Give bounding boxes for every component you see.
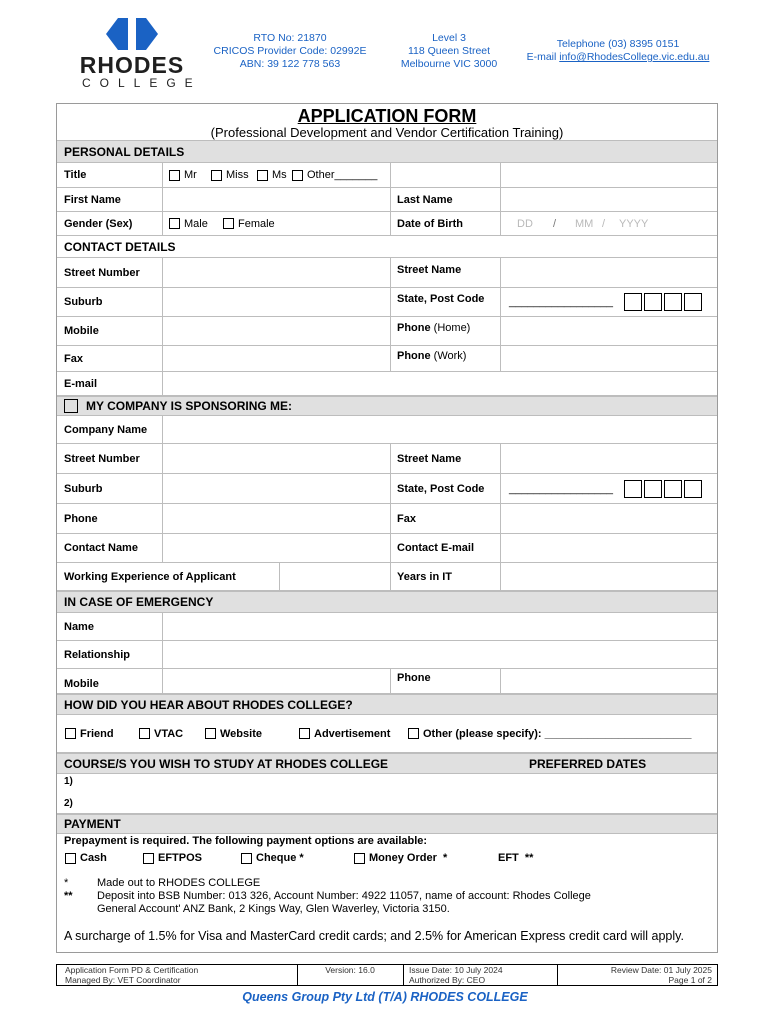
dob-separator: / [553,217,557,230]
checkbox-icon[interactable] [65,853,76,864]
checkbox-icon[interactable] [292,170,303,181]
company-street-number-label: Street Number [64,452,140,465]
dob-label: Date of Birth [397,217,463,230]
company-street-name-label: Street Name [397,452,462,465]
emergency-name-row [57,613,717,641]
surcharge-notice: A surcharge of 1.5% for Visa and MasterCard credit cards; and 2.5% for American Express credit card will apply. [64,929,684,943]
footer-page-number: Page 1 of 2 [668,975,712,985]
company-state-input[interactable]: _________________ [509,482,614,495]
emergency-mobile-label: Mobile [64,678,99,690]
emergency-mobile-row [57,669,717,694]
emergency-relationship-row [57,641,717,669]
logo-subtitle: COLLEGE [82,76,202,90]
contact-info [520,38,716,64]
title-ms-option[interactable]: Ms [257,163,287,187]
email-label: E-mail [64,377,98,390]
state-input[interactable]: _________________ [509,296,614,308]
logo-mark-icon [104,18,160,50]
courses-title: COURSE/S YOU WISH TO STUDY AT RHODES COLLEGE [64,756,389,771]
phone-home-label: Phone (Home) [397,322,471,334]
dob-year-placeholder[interactable]: YYYY [619,217,649,230]
title-mr-option[interactable]: Mr [169,163,197,187]
company-phone-label: Phone [64,512,98,525]
footer-doc-cell [65,965,295,985]
dob-month-placeholder[interactable]: MM [575,217,594,230]
company-name-row [57,416,717,444]
first-name-label: First Name [64,193,121,206]
address-level: Level 3 [432,32,466,44]
footer-authorized-by: Authorized By: CEO [409,975,486,985]
contact-fax-row [57,346,717,372]
company-fax-label: Fax [397,512,416,525]
footer-doc-name: Application Form PD & Certification [65,965,199,975]
checkbox-icon[interactable] [139,728,150,739]
state-postcode-label: State, Post Code [397,293,485,305]
postcode-boxes[interactable] [624,288,704,316]
document-control-table [56,964,718,986]
form-title: APPLICATION FORM [297,106,477,126]
hear-advertisement-option[interactable]: Advertisement [299,715,390,752]
gender-row [57,212,717,236]
checkbox-icon[interactable] [211,170,222,181]
address-city: Melbourne VIC 3000 [400,58,498,70]
address-street: 118 Queen Street [407,45,491,57]
contact-email-row [57,372,717,396]
note-2-text-b: General Account' ANZ Bank, 2 Kings Way, Glen Waverley, Victoria 3150. [97,903,450,915]
experience-label: Working Experience of Applicant [64,570,236,583]
checkbox-icon[interactable] [354,853,365,864]
company-name-label: Company Name [64,423,148,436]
rto-number: RTO No: 21870 [253,32,327,44]
checkbox-icon[interactable] [143,853,154,864]
contact-street-row [57,258,717,288]
company-suburb-row [57,474,717,504]
fax-label: Fax [64,352,83,365]
contact-suburb-row [57,288,717,317]
course-line-2[interactable]: 2) [64,798,73,809]
checkbox-icon[interactable] [223,218,234,229]
mobile-label: Mobile [64,325,99,337]
gender-label: Gender (Sex) [64,217,133,230]
emergency-heading: IN CASE OF EMERGENCY [57,591,717,613]
footer-issue-date: Issue Date: 10 July 2024 [409,965,503,975]
preferred-dates-title: PREFERRED DATES [529,756,647,771]
experience-row [57,563,717,591]
hear-vtac-option[interactable]: VTAC [139,715,183,752]
relationship-label: Relationship [64,648,131,661]
title-other-option[interactable]: Other_______ [292,163,377,187]
checkbox-icon[interactable] [257,170,268,181]
company-state-postcode-label: State, Post Code [397,482,485,495]
note-2-text-a: Deposit into BSB Number: 013 326, Account Number: 4922 11057, name of account: Rhodes College [97,890,591,902]
checkbox-icon[interactable] [299,728,310,739]
checkbox-icon[interactable] [169,170,180,181]
form-subtitle: (Professional Development and Vendor Certification Training) [210,125,564,140]
email-link[interactable]: info@RhodesCollege.vic.edu.au [559,51,710,63]
emergency-phone-label: Phone [397,672,431,684]
footer-managed-by: Managed By: VET Coordinator [65,975,181,985]
footer-review-date: Review Date: 01 July 2025 [610,965,712,975]
gender-female-option[interactable]: Female [223,212,275,235]
company-name-footer: Queens Group Pty Ltd (T/A) RHODES COLLEGE [242,990,528,1004]
courses-lines [57,774,717,814]
contact-name-label: Contact Name [64,542,138,554]
note-1-text: Made out to RHODES COLLEGE [97,877,261,889]
courses-heading [57,753,717,774]
pay-eft-option: EFT ** [498,852,534,864]
hear-about-heading: HOW DID YOU HEAR ABOUT RHODES COLLEGE? [57,694,717,715]
telephone: Telephone (03) 8395 0151 [556,38,680,50]
title-miss-option[interactable]: Miss [211,163,249,187]
email-label: E-mail [526,51,560,63]
last-name-label: Last Name [397,193,453,206]
address-info [385,32,513,71]
hear-friend-option[interactable]: Friend [65,715,114,752]
abn-number: ABN: 39 122 778 563 [239,58,341,70]
hear-other-option[interactable]: Other (please specify): ________________________ [408,715,691,752]
hear-website-option[interactable]: Website [205,715,262,752]
emergency-name-label: Name [64,620,94,633]
logo-name: RHODES [79,52,185,78]
gender-male-option[interactable]: Male [169,212,208,235]
email-line [520,51,716,64]
cricos-code: CRICOS Provider Code: 02992E [213,45,367,57]
application-form [56,103,718,953]
company-contact-row [57,534,717,563]
pay-cash-option[interactable]: Cash [65,850,107,866]
checkbox-icon[interactable] [169,218,180,229]
name-row [57,188,717,212]
footer-issue-cell [409,965,559,985]
payment-intro: Prepayment is required. The following payment options are available: [64,835,428,847]
phone-work-label: Phone (Work) [397,350,467,362]
street-number-label: Street Number [64,266,140,279]
pay-eftpos-option[interactable]: EFTPOS [143,850,202,866]
course-line-1[interactable]: 1) [64,776,73,787]
checkbox-icon[interactable] [64,399,78,413]
footer-version: Version: 16.0 [325,965,375,975]
rhodes-logo [76,18,202,90]
payment-heading: PAYMENT [57,814,717,834]
pay-money-order-option[interactable]: Money Order * [354,850,447,866]
rto-info [210,32,370,71]
personal-details-heading: PERSONAL DETAILS [57,140,717,163]
company-phone-row [57,504,717,534]
note-2-mark: ** [64,890,73,902]
company-sponsoring-heading[interactable]: MY COMPANY IS SPONSORING ME: [57,396,717,416]
suburb-label: Suburb [64,296,103,308]
street-name-label: Street Name [397,264,462,276]
hear-about-options [57,715,717,753]
contact-mobile-row [57,317,717,346]
title-row [57,163,717,188]
title-label: Title [64,169,87,181]
checkbox-icon[interactable] [65,728,76,739]
checkbox-icon[interactable] [408,728,419,739]
company-suburb-label: Suburb [64,482,103,495]
checkbox-icon[interactable] [205,728,216,739]
company-street-row [57,444,717,474]
footer-review-cell [557,965,712,985]
contact-email-label: Contact E-mail [397,542,475,554]
company-postcode-boxes[interactable] [624,474,704,503]
contact-details-heading: CONTACT DETAILS [57,236,717,258]
page-header [0,18,770,98]
checkbox-icon[interactable] [241,853,252,864]
years-it-label: Years in IT [397,570,453,583]
pay-cheque-option[interactable]: Cheque * [241,850,304,866]
note-1-mark: * [64,877,69,889]
dob-day-placeholder[interactable]: DD [517,217,533,230]
dob-separator-2: / [602,217,606,230]
